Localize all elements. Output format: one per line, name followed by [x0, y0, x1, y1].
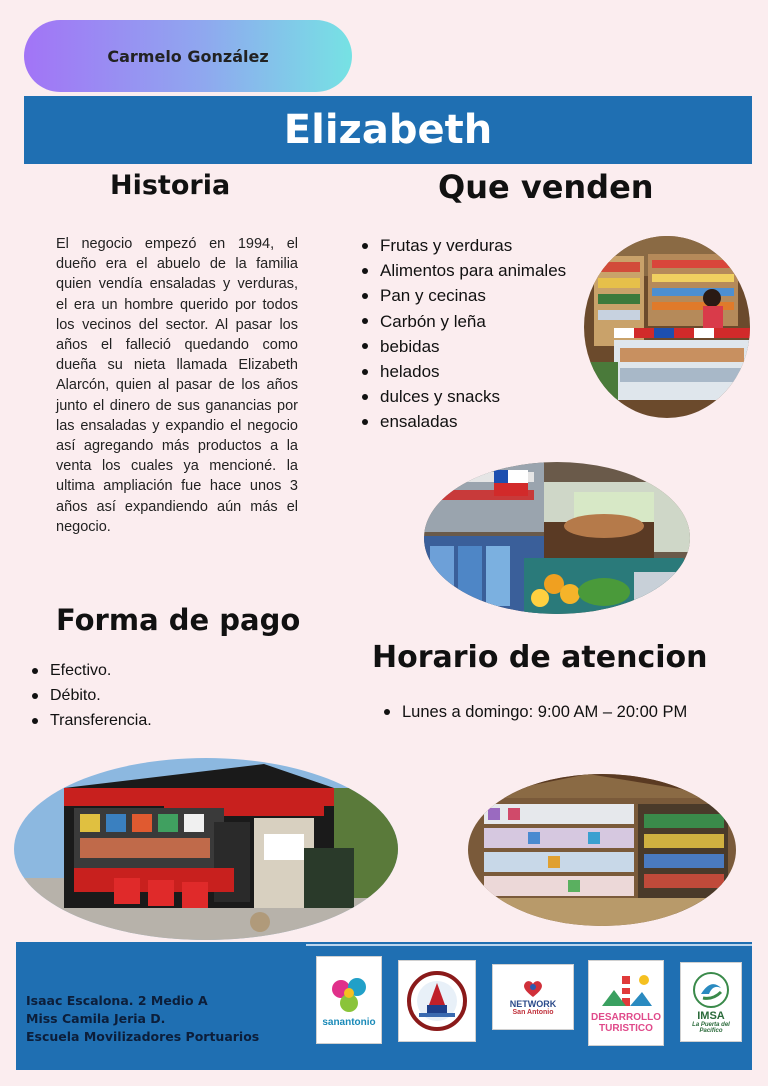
- credit-line: Miss Camila Jeria D.: [26, 1011, 166, 1026]
- list-item: ensaladas: [362, 409, 566, 434]
- logo-sublabel: San Antonio: [512, 1008, 554, 1016]
- list-item: Frutas y verduras: [362, 233, 566, 258]
- shelves-photo: [468, 774, 736, 926]
- list-item: Efectivo.: [32, 658, 152, 683]
- school-crest-icon: [405, 969, 469, 1033]
- sanantonio-logo-icon: [327, 973, 371, 1017]
- history-heading: Historia: [110, 170, 231, 201]
- author-name: Carmelo González: [107, 46, 269, 66]
- list-item: Débito.: [32, 683, 152, 708]
- credit-line: Escuela Movilizadores Portuarios: [26, 1029, 260, 1044]
- footer-divider: [306, 944, 752, 946]
- list-item: Transferencia.: [32, 708, 152, 733]
- payment-heading: Forma de pago: [56, 603, 301, 637]
- sanantonio-logo: [316, 956, 382, 1044]
- page-title: Elizabeth: [283, 107, 493, 153]
- list-item: Lunes a domingo: 9:00 AM – 20:00 PM: [384, 700, 687, 724]
- store-interior-photo: [584, 236, 750, 418]
- storefront-photo: [14, 758, 398, 940]
- payment-list: [32, 658, 152, 733]
- imsa-logo: [680, 962, 742, 1042]
- desarrollo-turistico-logo: [588, 960, 664, 1046]
- portuarios-logo: [398, 960, 476, 1042]
- credit-line: Isaac Escalona. 2 Medio A: [26, 993, 208, 1008]
- imsa-emblem-icon: [691, 970, 731, 1010]
- logo-sublabel: La Puerta del Pacífico: [692, 1022, 730, 1034]
- network-logo: [492, 964, 574, 1030]
- author-pill: [24, 20, 352, 92]
- logo-label: NETWORK: [509, 998, 557, 1009]
- lighthouse-icon: [596, 972, 656, 1012]
- list-item: bebidas: [362, 334, 566, 359]
- heart-network-icon: [520, 979, 546, 999]
- logo-label: DESARROLLO TURISTICO: [591, 1012, 661, 1034]
- hours-heading: Horario de atencion: [372, 640, 708, 675]
- products-list: [362, 233, 566, 435]
- logo-label: IMSA: [697, 1010, 725, 1022]
- title-banner: [24, 96, 752, 164]
- products-heading: Que venden: [438, 168, 654, 206]
- logo-label: sanantonio: [322, 1016, 376, 1028]
- list-item: Alimentos para animales: [362, 258, 566, 283]
- list-item: Pan y cecinas: [362, 283, 566, 308]
- credits: [26, 992, 259, 1046]
- hours-list: [384, 700, 687, 724]
- list-item: helados: [362, 359, 566, 384]
- history-text: El negocio empezó en 1994, el dueño era el abuelo de la familia quien vendía ensaladas y verduras, el era un hombre querido por todos los vecinos del sector. Al pasar los años el falleció quedando como dueña su nieta llamada Elizabeth Alarcón, quien al pasar de los años junto el dinero de sus ganancias por las ensaladas y expandio el negocio así agregando más productos a la venta los cuales ya mencioné. la ultima ampliación fue hace unos 3 años así expandiendo aún más el negocio.: [56, 236, 298, 535]
- produce-photo: [424, 462, 690, 614]
- list-item: dulces y snacks: [362, 384, 566, 409]
- list-item: Carbón y leña: [362, 309, 566, 334]
